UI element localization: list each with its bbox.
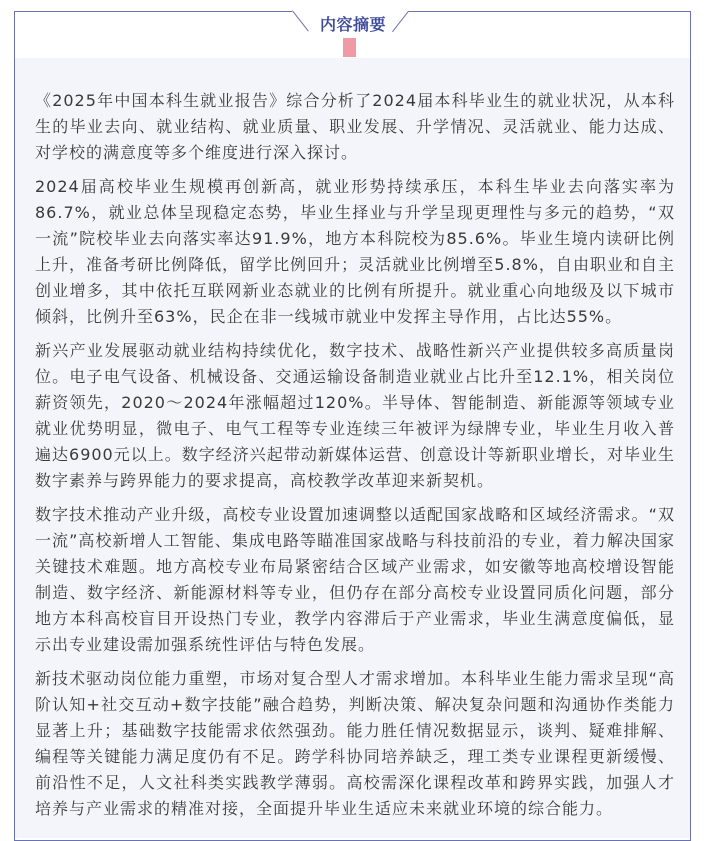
abstract-body <box>35 88 675 830</box>
section-title: 内容摘要 <box>319 15 386 34</box>
paragraph: 《2025年中国本科生就业报告》综合分析了2024届本科毕业生的就业状况，从本科生的毕业去向、就业结构、就业质量、职业发展、升学情况、灵活就业、能力达成、对学校的满意度等多个维度进行深入探讨。 <box>35 91 675 162</box>
paragraph: 新兴产业发展驱动就业结构持续优化，数字技术、战略性新兴产业提供较多高质量岗位。电子电气设备、机械设备、交通运输设备制造业就业占比升至12.1%，相关岗位薪资领先，2020～2024年涨幅超过120%。半导体、智能制造、新能源等领域专业就业优势明显，微电子、电气工程等专业连续三年被评为绿牌专业，毕业生月收入普遍达6900元以上。数字经济兴起带动新媒体运营、创意设计等新职业增长，对毕业生数字素养与跨界能力的要求提高，高校教学改革迎来新契机。 <box>35 341 675 490</box>
title-accent-bar <box>343 38 356 57</box>
frame-top-left-line <box>14 11 292 12</box>
paragraph: 新技术驱动岗位能力重塑，市场对复合型人才需求增加。本科毕业生能力需求呈现“高阶认知+社交互动+数字技能”融合趋势，判断决策、解决复杂问题和沟通协作类能力显著上升；基础数字技能需求依然强劲。能力胜任情况数据显示，谈判、疑难排解、编程等关键能力满足度仍有不足。跨学科协同培养缺乏，理工类专业课程更新缓慢、前沿性不足，人文社科类实践教学薄弱。高校需深化课程改革和跨界实践，加强人才培养与产业需求的精准对接，全面提升毕业生适应未来就业环境的综合能力。 <box>35 669 675 818</box>
paragraph: 2024届高校毕业生规模再创新高，就业形势持续承压，本科生毕业去向落实率为86.7%，就业总体呈现稳定态势，毕业生择业与升学呈现更理性与多元的趋势，“双一流”院校毕业去向落实率达91.9%，地方本科院校为85.6%。毕业生境内读研比例上升，准备考研比例降低，留学比例回升；灵活就业比例增至5.8%，自由职业和自主创业增多，其中依托互联网新业态就业的比例有所提升。就业重心向地级及以下城市倾斜，比例升至63%，民企在非一线城市就业中发挥主导作用，占比达55%。 <box>35 177 675 326</box>
paragraph: 数字技术推动产业升级，高校专业设置加速调整以适配国家战略和区域经济需求。“双一流”高校新增人工智能、集成电路等瞄准国家战略与科技前沿的专业，着力解决国家关键技术难题。地方高校专业布局紧密结合区域产业需求，如安徽等地高校增设智能制造、数字经济、新能源材料等专业，但仍存在部分高校专业设置同质化问题，部分地方本科高校盲目开设热门专业，教学内容滞后于产业需求，毕业生满意度偏低，显示出专业建设需加强系统性评估与特色发展。 <box>35 505 675 654</box>
frame-top-right-line <box>408 11 691 12</box>
